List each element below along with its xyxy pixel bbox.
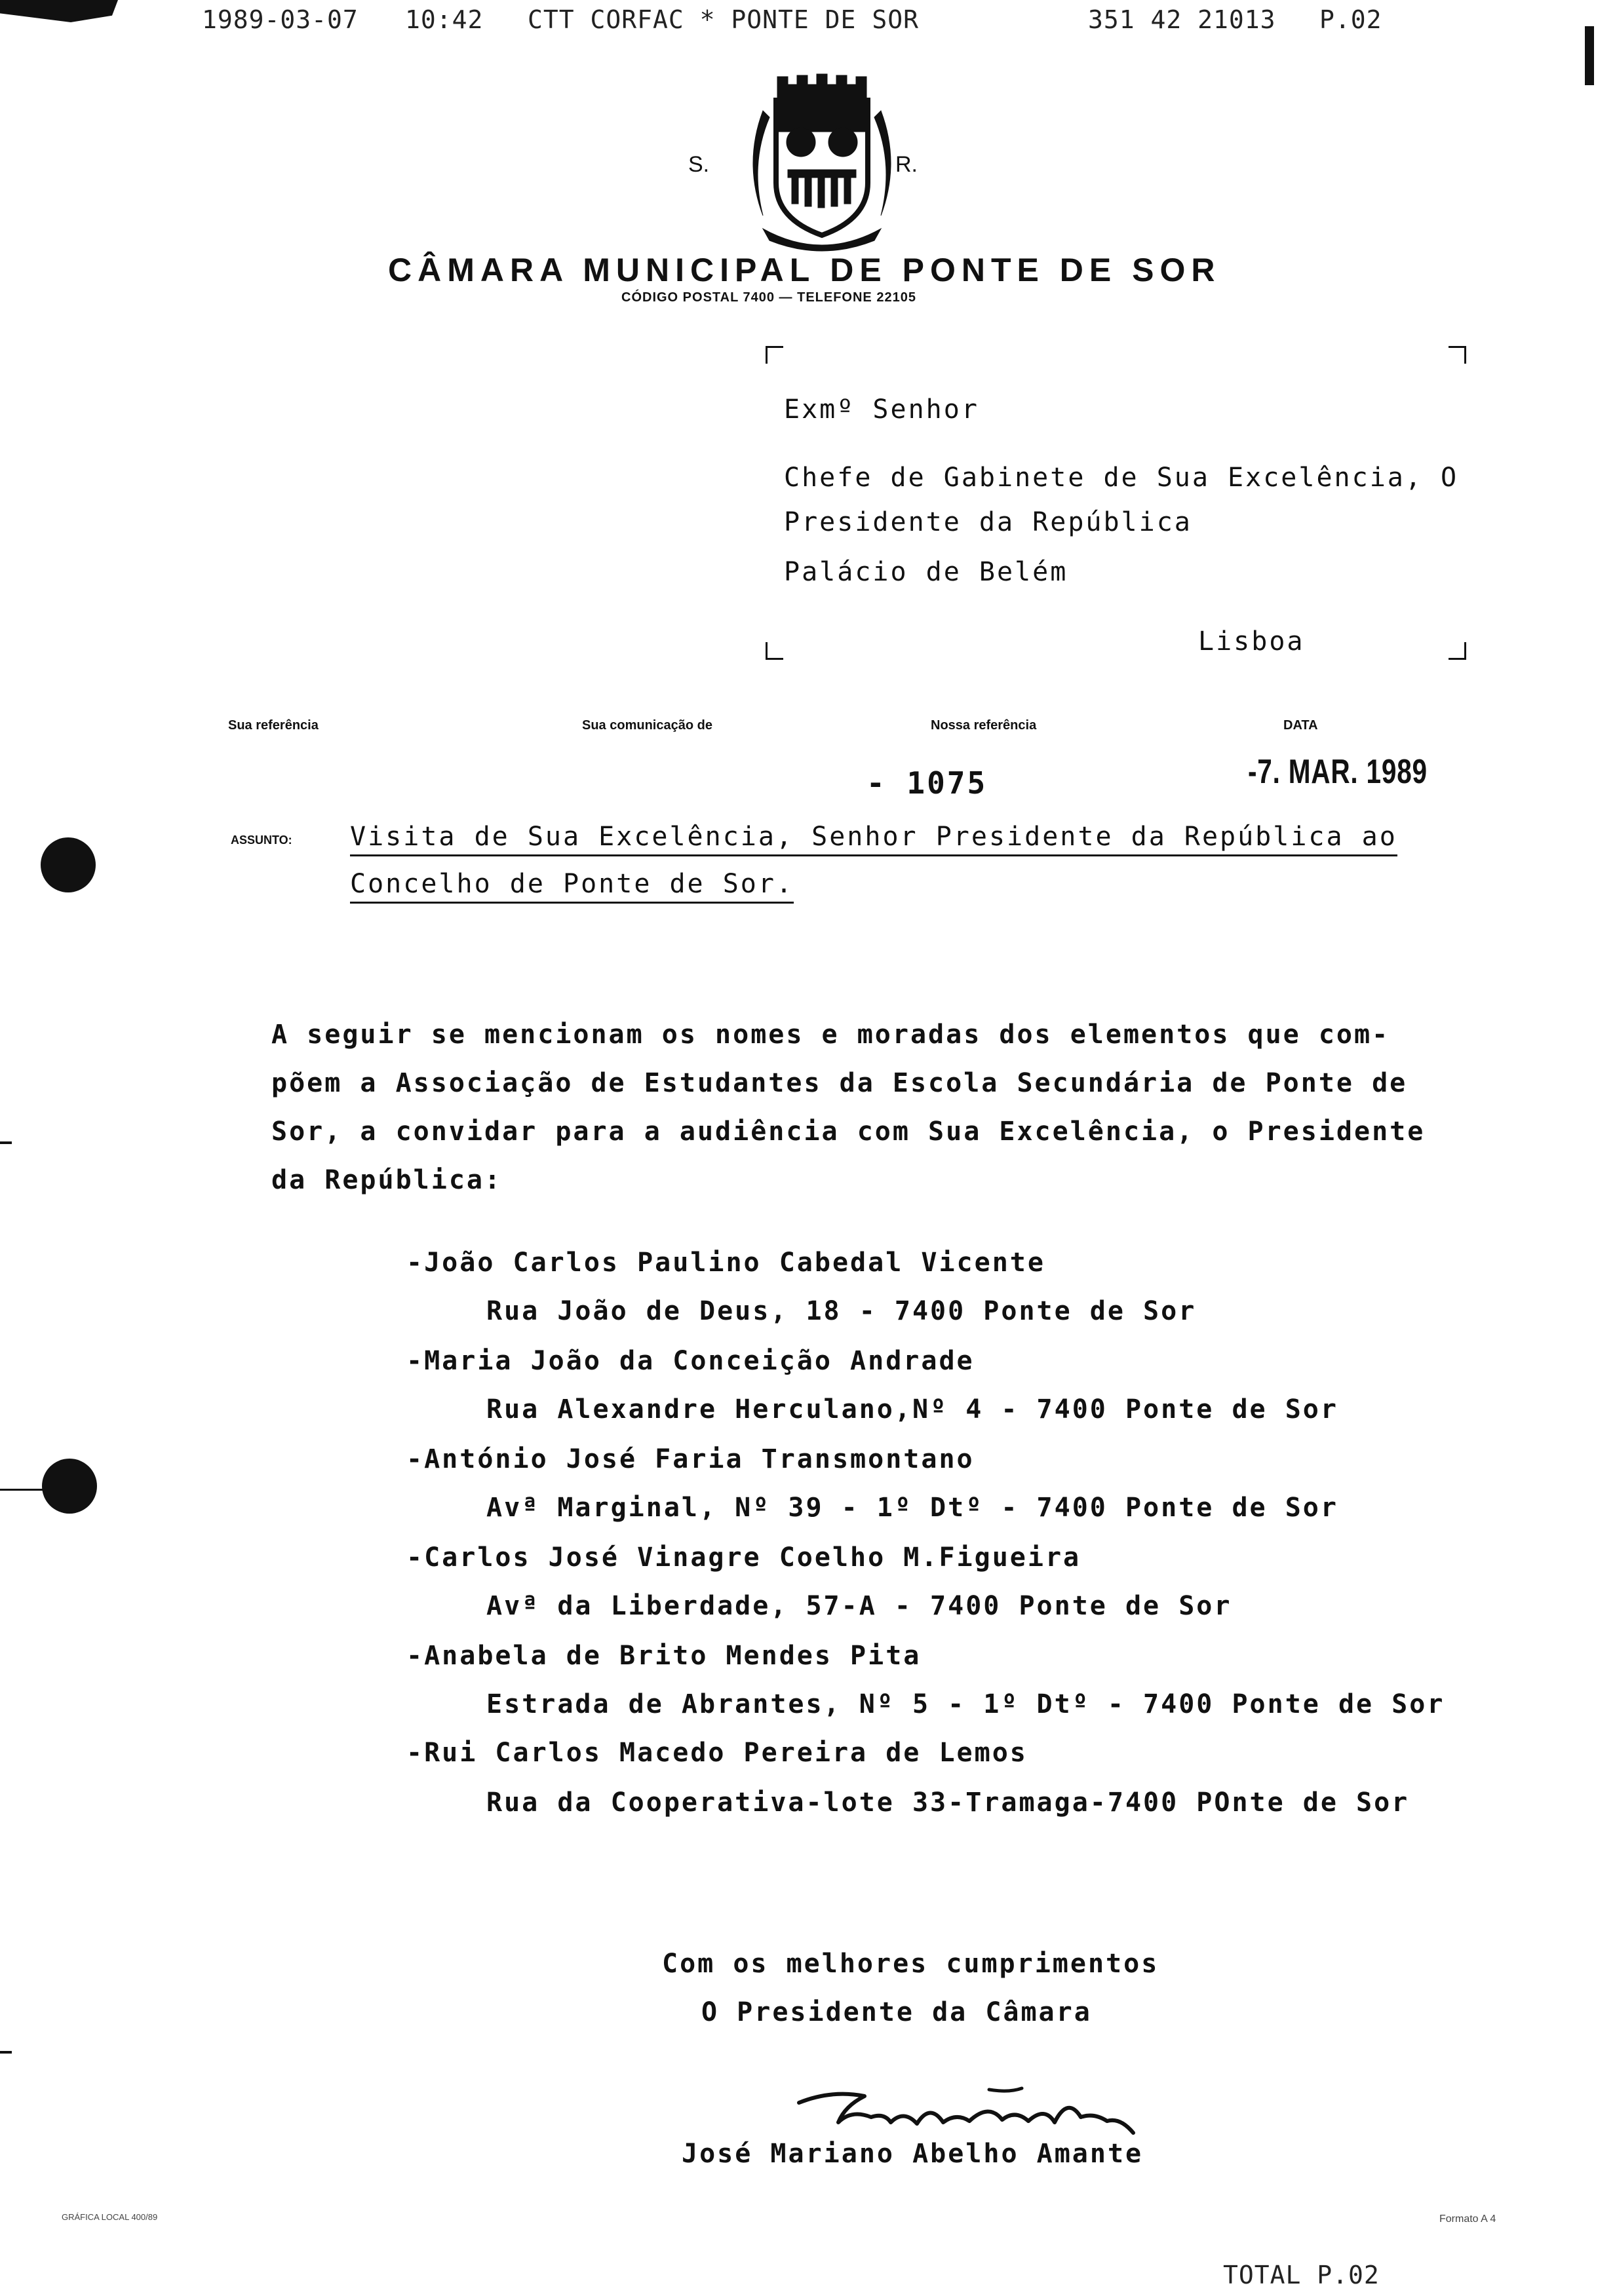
subject-label: ASSUNTO: <box>231 833 292 847</box>
member-address: Rua João de Deus, 18 - 7400 Ponte de Sor <box>486 1296 1197 1326</box>
member-address: Rua Alexandre Herculano,Nº 4 - 7400 Ponte de Sor <box>486 1394 1338 1425</box>
fax-page: P.02 <box>1319 5 1382 34</box>
municipal-crest-icon <box>724 59 907 258</box>
member-name: -António José Faria Transmontano <box>406 1444 975 1474</box>
fax-sender: CTT CORFAC * PONTE DE SOR <box>528 5 919 34</box>
address-line-3: Palácio de Belém <box>784 557 1068 587</box>
member-name: -Anabela de Brito Mendes Pita <box>406 1641 922 1671</box>
address-line-2: Presidente da República <box>784 507 1192 537</box>
address-corner-top-right <box>1449 346 1466 364</box>
nossa-referencia-label: Nossa referência <box>931 718 1037 733</box>
printer-imprint: GRÁFICA LOCAL 400/89 <box>62 2212 158 2222</box>
scan-edge-mark <box>0 1141 12 1144</box>
member-address: Estrada de Abrantes, Nº 5 - 1º Dtº - 7400 Ponte de Sor <box>486 1689 1445 1719</box>
crest-letter-right: R. <box>895 152 918 177</box>
letterhead-title: CÂMARA MUNICIPAL DE PONTE DE SOR <box>388 252 1221 288</box>
fax-date: 1989-03-07 <box>202 5 359 34</box>
sua-comunicacao-label: Sua comunicação de <box>582 718 712 733</box>
fax-number: 351 42 21013 <box>1088 5 1276 34</box>
date-stamp: -7. MAR. 1989 <box>1248 753 1428 791</box>
member-name: -Carlos José Vinagre Coelho M.Figueira <box>406 1542 1081 1573</box>
scan-edge-mark <box>0 2051 12 2054</box>
fax-time: 10:42 <box>405 5 484 34</box>
body-line-1: A seguir se mencionam os nomes e moradas dos elementos que com- <box>271 1020 1390 1050</box>
member-address: Avª da Liberdade, 57-A - 7400 Ponte de Sor <box>486 1591 1232 1621</box>
scan-edge-mark <box>0 0 118 22</box>
form-size: Formato A 4 <box>1439 2213 1496 2225</box>
data-label: DATA <box>1283 718 1318 733</box>
fax-total-pages: TOTAL P.02 <box>1223 2261 1380 2289</box>
address-corner-top-left <box>766 346 783 364</box>
body-line-2: põem a Associação de Estudantes da Escola Secundária de Ponte de <box>271 1068 1408 1098</box>
sua-referencia-label: Sua referência <box>228 718 319 733</box>
member-name: -Maria João da Conceição Andrade <box>406 1346 975 1376</box>
address-line-1: Chefe de Gabinete de Sua Excelência, O <box>784 463 1459 493</box>
scan-edge-mark <box>1585 26 1594 85</box>
body-line-3: Sor, a convidar para a audiência com Sua Excelência, o Presidente <box>271 1117 1426 1147</box>
address-corner-bottom-right <box>1449 642 1466 660</box>
scan-edge-mark <box>0 1489 46 1491</box>
closing-greeting: Com os melhores cumprimentos <box>662 1949 1159 1979</box>
punch-hole <box>41 837 96 892</box>
subject-line-1: Visita de Sua Excelência, Senhor Presidente da República ao <box>350 822 1397 856</box>
letterhead-subtitle: CÓDIGO POSTAL 7400 — TELEFONE 22105 <box>621 290 916 305</box>
member-name: -Rui Carlos Macedo Pereira de Lemos <box>406 1738 1028 1768</box>
member-address: Rua da Cooperativa-lote 33-Tramaga-7400 POnte de Sor <box>486 1788 1410 1818</box>
subject-line-2: Concelho de Ponte de Sor. <box>350 869 794 904</box>
closing-role: O Presidente da Câmara <box>701 1997 1092 2027</box>
address-corner-bottom-left <box>766 642 783 660</box>
signatory-name: José Mariano Abelho Amante <box>682 2139 1144 2169</box>
address-city: Lisboa <box>1198 626 1305 657</box>
nossa-referencia-value: - 1075 <box>866 765 988 801</box>
punch-hole <box>42 1459 97 1514</box>
member-name: -João Carlos Paulino Cabedal Vicente <box>406 1248 1045 1278</box>
crest-letter-left: S. <box>688 152 710 177</box>
body-line-4: da República: <box>271 1165 503 1195</box>
member-address: Avª Marginal, Nº 39 - 1º Dtº - 7400 Ponte de Sor <box>486 1493 1338 1523</box>
address-salutation: Exmº Senhor <box>784 394 979 425</box>
